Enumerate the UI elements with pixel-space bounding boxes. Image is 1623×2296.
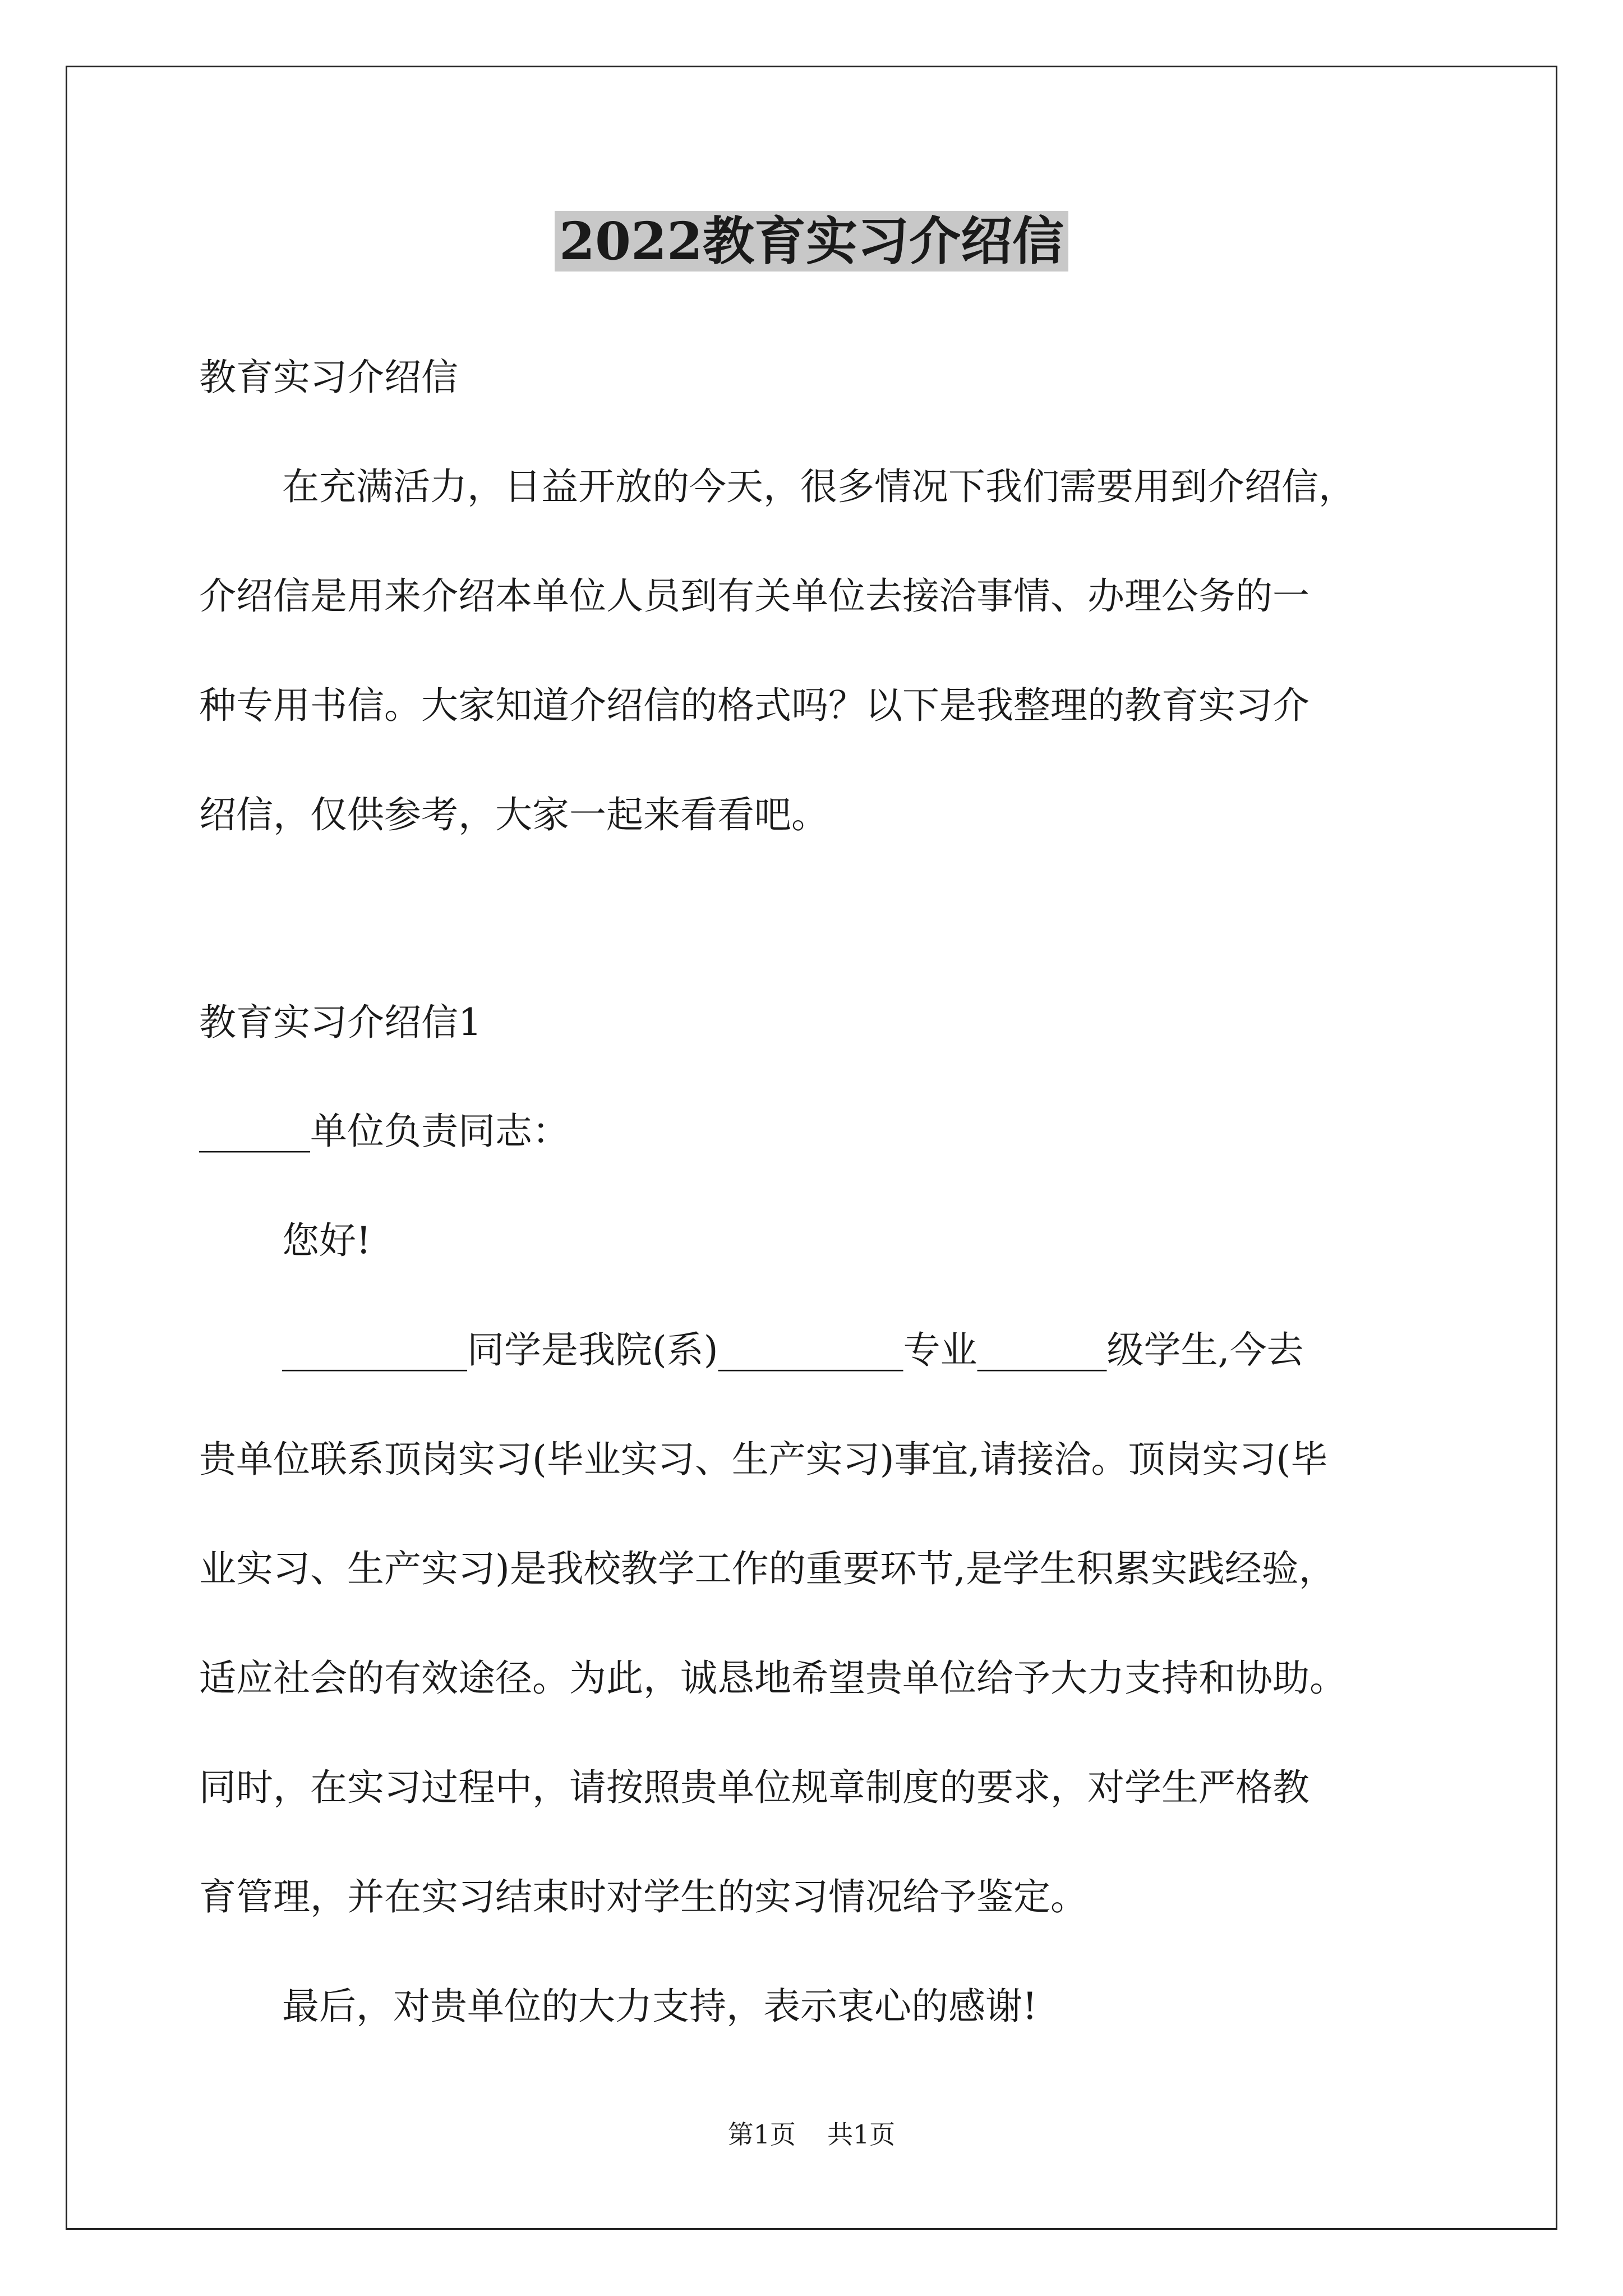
intro-line-2: 介绍信是用来介绍本单位人员到有关单位去接洽事情、办理公务的一	[199, 574, 1310, 618]
closing-line: 最后，对贵单位的大力支持，表示衷心的感谢!	[282, 1985, 1038, 2028]
section-heading: 教育实习介绍信1	[199, 1001, 482, 1044]
body-line-4: 适应社会的有效途径。为此，诚恳地希望贵单位给予大力支持和协助。	[199, 1657, 1347, 1700]
body-line-6: 育管理，并在实习结束时对学生的实习情况给予鉴定。	[199, 1875, 1087, 1918]
body-line-3: 业实习、生产实习)是我校教学工作的重要环节,是学生积累实践经验，	[199, 1547, 1336, 1590]
body-line-1: __________同学是我院(系)__________专业_______级学生,今去	[282, 1328, 1304, 1372]
document-title-text: 2022教育实习介绍信	[555, 211, 1068, 272]
document-title	[0, 208, 1623, 275]
greeting: 您好!	[282, 1219, 371, 1262]
body-line-5: 同时，在实习过程中，请按照贵单位规章制度的要求，对学生严格教	[199, 1766, 1310, 1809]
salutation: ______单位负责同志：	[199, 1110, 569, 1153]
page-total: 共1页	[827, 2119, 896, 2150]
intro-line-1: 在充满活力，日益开放的今天，很多情况下我们需要用到介绍信，	[282, 465, 1355, 508]
page-number: 第1页	[727, 2119, 796, 2150]
intro-heading: 教育实习介绍信	[199, 356, 458, 399]
page-footer	[0, 2118, 1623, 2151]
intro-line-4: 绍信，仅供参考，大家一起来看看吧。	[199, 793, 828, 836]
intro-line-3: 种专用书信。大家知道介绍信的格式吗？以下是我整理的教育实习介	[199, 684, 1310, 727]
body-line-2: 贵单位联系顶岗实习(毕业实习、生产实习)事宜,请接洽。顶岗实习(毕	[199, 1438, 1328, 1481]
